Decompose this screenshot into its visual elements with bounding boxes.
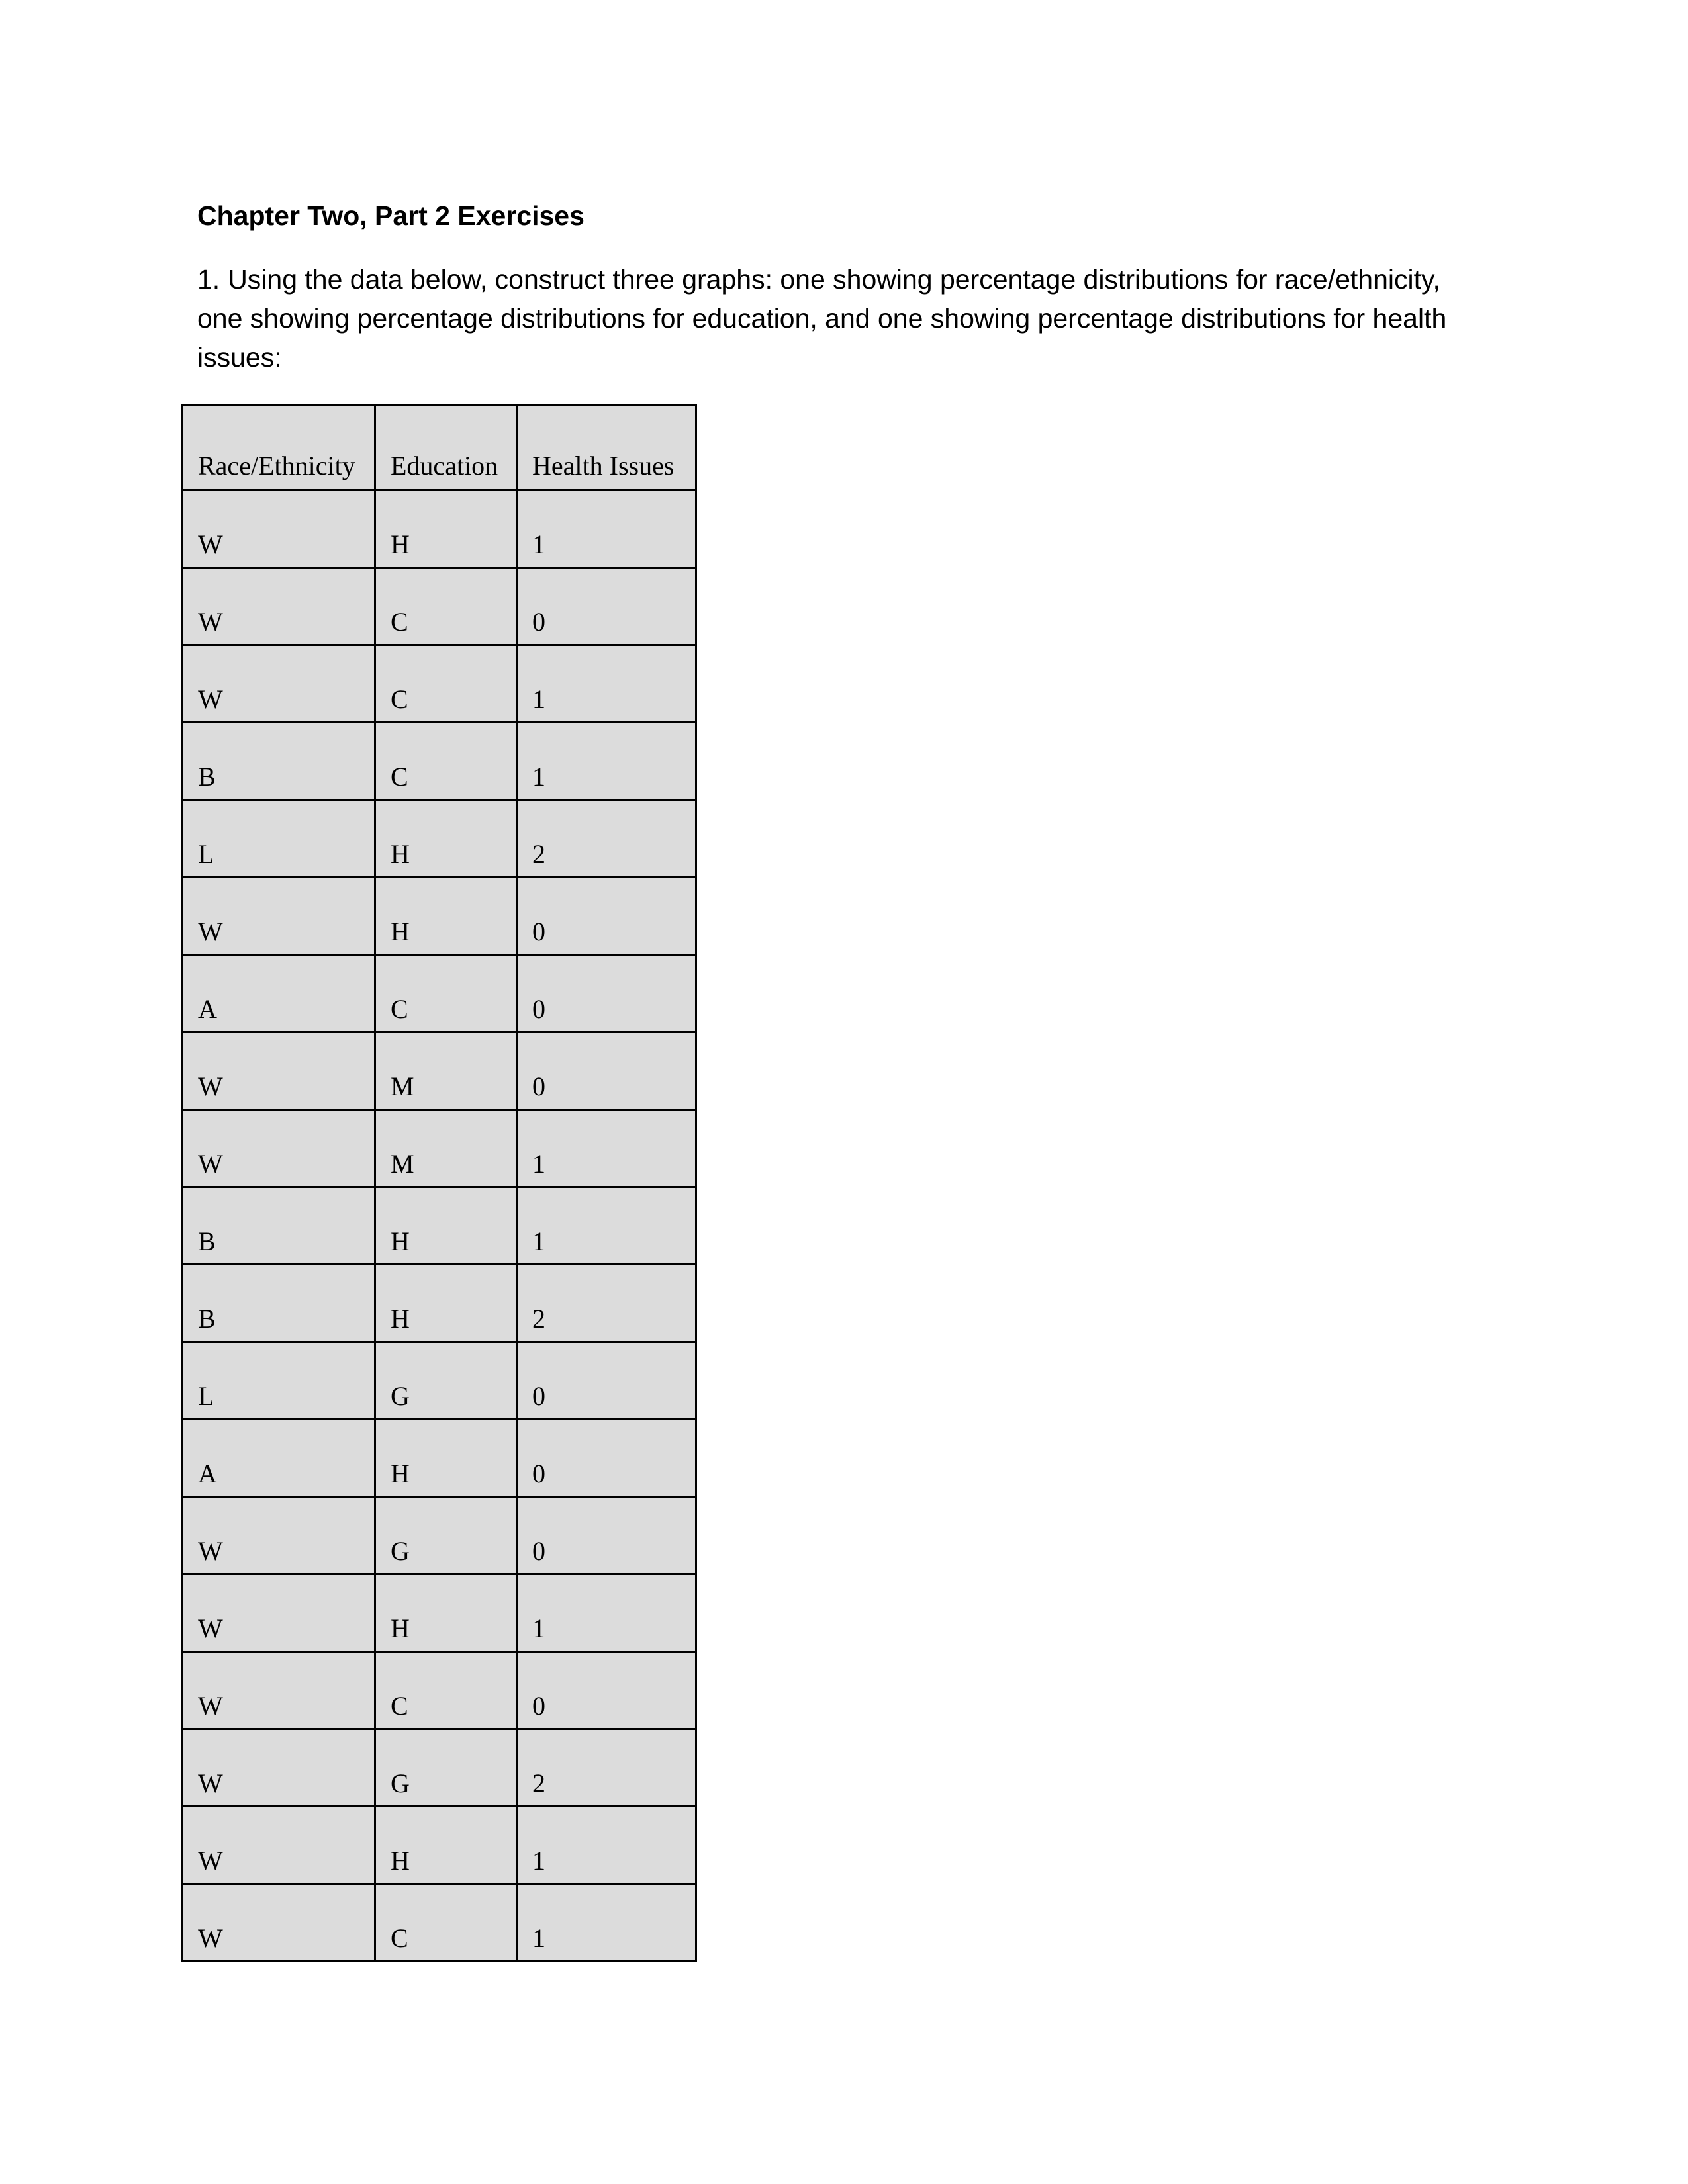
cell-education: G: [375, 1729, 517, 1807]
table-row: [183, 800, 696, 878]
table-row: [183, 1497, 696, 1574]
table-row: [183, 645, 696, 723]
cell-education: C: [375, 645, 517, 723]
cell-race-ethnicity: W: [183, 568, 375, 645]
cell-race-ethnicity: L: [183, 1342, 375, 1420]
cell-health-issues: 1: [517, 1574, 696, 1652]
table-body: [183, 490, 696, 1962]
data-table: [181, 404, 697, 1962]
cell-education: C: [375, 1652, 517, 1729]
cell-race-ethnicity: W: [183, 1729, 375, 1807]
cell-education: G: [375, 1342, 517, 1420]
cell-race-ethnicity: W: [183, 1110, 375, 1187]
cell-health-issues: 1: [517, 1110, 696, 1187]
table-row: [183, 1342, 696, 1420]
table-row: [183, 1032, 696, 1110]
cell-race-ethnicity: W: [183, 645, 375, 723]
cell-education: C: [375, 1884, 517, 1962]
cell-race-ethnicity: A: [183, 1420, 375, 1497]
cell-education: C: [375, 723, 517, 800]
table-row: [183, 1807, 696, 1884]
cell-health-issues: 1: [517, 1187, 696, 1265]
cell-education: H: [375, 1265, 517, 1342]
column-header-education: Education: [375, 405, 517, 490]
table-row: [183, 878, 696, 955]
cell-education: H: [375, 1420, 517, 1497]
cell-education: H: [375, 1807, 517, 1884]
table-header-row: [183, 405, 696, 490]
cell-race-ethnicity: W: [183, 1497, 375, 1574]
cell-race-ethnicity: L: [183, 800, 375, 878]
cell-education: H: [375, 800, 517, 878]
table-row: [183, 1884, 696, 1962]
cell-race-ethnicity: W: [183, 1652, 375, 1729]
table-row: [183, 1574, 696, 1652]
cell-health-issues: 0: [517, 568, 696, 645]
cell-race-ethnicity: B: [183, 1187, 375, 1265]
column-header-race-ethnicity: Race/Ethnicity: [183, 405, 375, 490]
cell-health-issues: 0: [517, 1420, 696, 1497]
table-row: [183, 568, 696, 645]
question-number: 1.: [197, 264, 220, 295]
cell-race-ethnicity: W: [183, 1884, 375, 1962]
table-row: [183, 1187, 696, 1265]
table-row: [183, 1265, 696, 1342]
cell-education: M: [375, 1032, 517, 1110]
cell-health-issues: 1: [517, 723, 696, 800]
cell-race-ethnicity: W: [183, 878, 375, 955]
cell-health-issues: 1: [517, 645, 696, 723]
cell-health-issues: 0: [517, 878, 696, 955]
question-text: Using the data below, construct three graphs: one showing percentage distributions for race/ethnicity, one showing percentage distributions for education, and one showing percentage distributions for health issues:: [197, 264, 1447, 373]
cell-health-issues: 2: [517, 1729, 696, 1807]
cell-education: H: [375, 490, 517, 568]
cell-health-issues: 0: [517, 1497, 696, 1574]
cell-health-issues: 1: [517, 490, 696, 568]
cell-education: G: [375, 1497, 517, 1574]
cell-race-ethnicity: W: [183, 490, 375, 568]
exercise-question: [197, 260, 1455, 377]
cell-race-ethnicity: W: [183, 1032, 375, 1110]
cell-race-ethnicity: B: [183, 723, 375, 800]
cell-health-issues: 1: [517, 1884, 696, 1962]
table-row: [183, 1729, 696, 1807]
cell-race-ethnicity: A: [183, 955, 375, 1032]
cell-education: H: [375, 878, 517, 955]
table-row: [183, 1110, 696, 1187]
column-header-health-issues: Health Issues: [517, 405, 696, 490]
cell-health-issues: 0: [517, 1652, 696, 1729]
cell-education: H: [375, 1574, 517, 1652]
cell-education: C: [375, 568, 517, 645]
cell-health-issues: 0: [517, 1342, 696, 1420]
table-row: [183, 1420, 696, 1497]
table-row: [183, 723, 696, 800]
cell-education: H: [375, 1187, 517, 1265]
cell-health-issues: 0: [517, 1032, 696, 1110]
cell-health-issues: 0: [517, 955, 696, 1032]
cell-health-issues: 2: [517, 1265, 696, 1342]
table-row: [183, 955, 696, 1032]
table-row: [183, 490, 696, 568]
cell-race-ethnicity: W: [183, 1574, 375, 1652]
cell-health-issues: 1: [517, 1807, 696, 1884]
cell-race-ethnicity: W: [183, 1807, 375, 1884]
cell-race-ethnicity: B: [183, 1265, 375, 1342]
page-title: Chapter Two, Part 2 Exercises: [197, 201, 585, 231]
table-row: [183, 1652, 696, 1729]
cell-education: M: [375, 1110, 517, 1187]
cell-health-issues: 2: [517, 800, 696, 878]
cell-education: C: [375, 955, 517, 1032]
